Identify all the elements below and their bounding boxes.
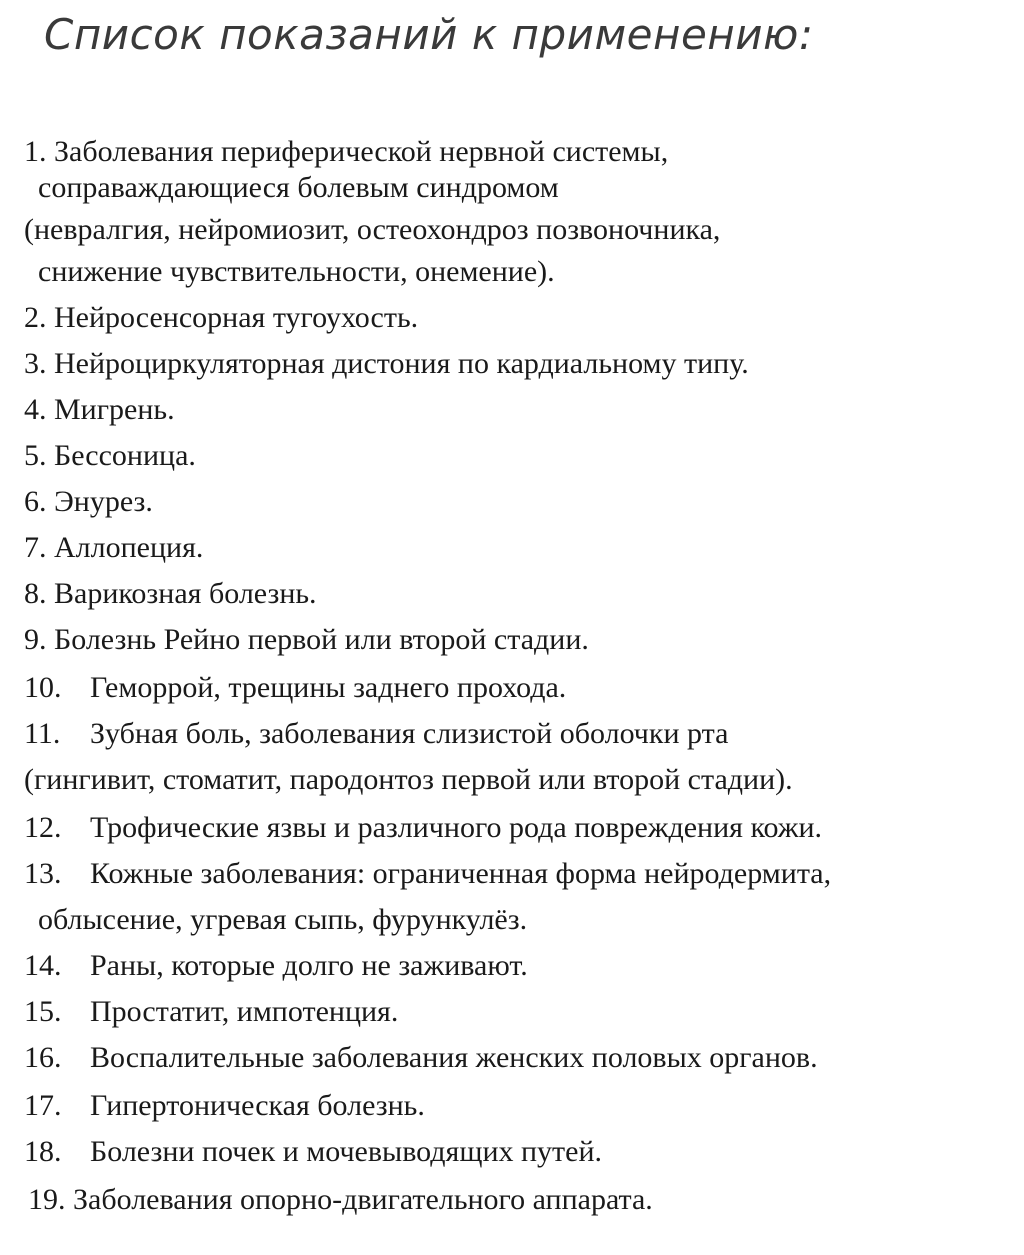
list-item-12 xyxy=(24,810,822,846)
list-item-17 xyxy=(24,1088,425,1124)
list-item-11-cont: (гингивит, стоматит, пародонтоз первой или второй стадии). xyxy=(24,763,793,796)
list-item-10 xyxy=(24,670,566,706)
list-number: 16. xyxy=(24,1041,62,1074)
list-number: 15. xyxy=(24,995,62,1028)
list-item-16 xyxy=(24,1040,818,1076)
list-text: Зубная боль, заболевания слизистой оболочки рта xyxy=(90,717,729,750)
list-number: 17. xyxy=(24,1089,62,1122)
list-item-5: 5. Бессоница. xyxy=(24,439,196,472)
page-title: Список показаний к применению: xyxy=(44,10,814,59)
list-item-3: 3. Нейроциркуляторная дистония по кардиальному типу. xyxy=(24,347,749,380)
list-text: Кожные заболевания: ограниченная форма нейродермита, xyxy=(90,857,832,890)
list-item-6: 6. Энурез. xyxy=(24,485,153,518)
list-item-11 xyxy=(24,716,728,752)
list-number: 14. xyxy=(24,949,62,982)
list-item-4: 4. Мигрень. xyxy=(24,393,175,426)
list-text: Воспалительные заболевания женских половых органов. xyxy=(90,1041,818,1074)
list-item-13 xyxy=(24,856,831,892)
list-number: 10. xyxy=(24,671,62,704)
list-text: Раны, которые долго не заживают. xyxy=(90,949,528,982)
list-item-18 xyxy=(24,1134,602,1170)
list-number: 12. xyxy=(24,811,62,844)
list-item-1-cont: соправаждающиеся болевым синдромом xyxy=(38,171,559,204)
list-item-1: 1. Заболевания периферической нервной системы, xyxy=(24,135,669,168)
list-number: 11. xyxy=(24,717,61,750)
list-text: Геморрой, трещины заднего прохода. xyxy=(90,671,567,704)
list-item-2: 2. Нейросенсорная тугоухость. xyxy=(24,301,419,334)
list-item-13-cont: облысение, угревая сыпь, фурункулёз. xyxy=(38,903,528,936)
list-text: Болезни почек и мочевыводящих путей. xyxy=(90,1135,603,1168)
list-item-1-cont: снижение чувствительности, онемение). xyxy=(38,255,555,288)
list-text: Гипертоническая болезнь. xyxy=(90,1089,425,1122)
list-item-1-cont: (невралгия, нейромиозит, остеохондроз позвоночника, xyxy=(24,213,721,246)
list-item-7: 7. Аллопеция. xyxy=(24,531,204,564)
list-item-15 xyxy=(24,994,398,1030)
list-number: 18. xyxy=(24,1135,62,1168)
list-text: Простатит, импотенция. xyxy=(90,995,399,1028)
list-item-14 xyxy=(24,948,528,984)
list-item-9: 9. Болезнь Рейно первой или второй стадии. xyxy=(24,623,589,656)
list-text: Трофические язвы и различного рода повреждения кожи. xyxy=(90,811,823,844)
list-item-8: 8. Варикозная болезнь. xyxy=(24,577,317,610)
list-item-19: 19. Заболевания опорно-двигательного аппарата. xyxy=(28,1183,653,1216)
list-number: 13. xyxy=(24,857,62,890)
